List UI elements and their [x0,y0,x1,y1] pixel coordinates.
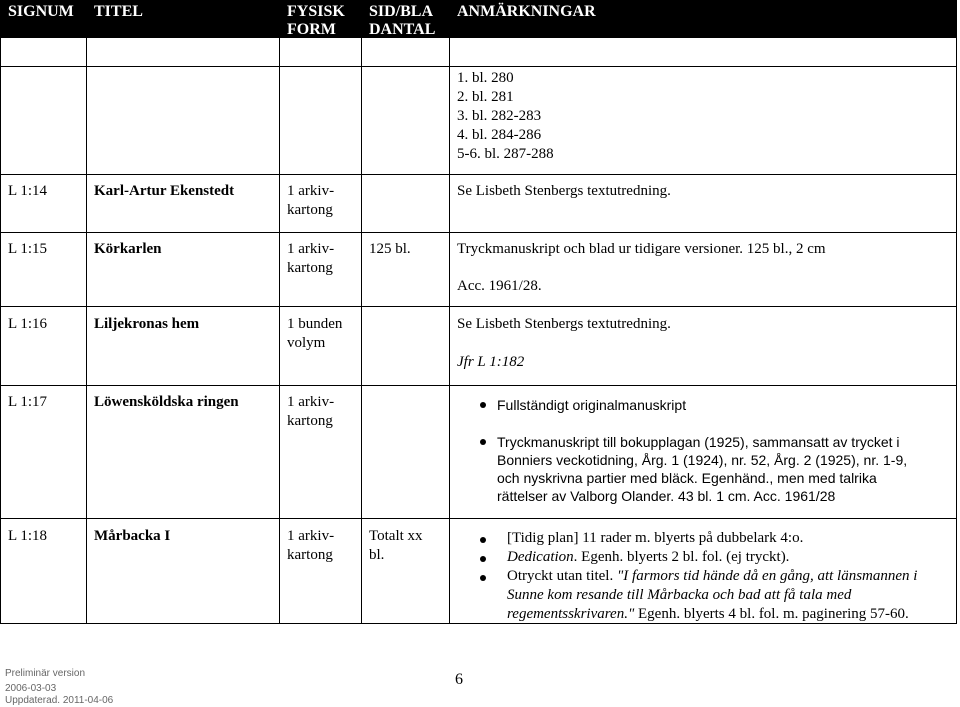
list-item: 3. bl. 282-283 [457,108,542,124]
header-anm: ANMÄRKNINGAR [457,3,596,20]
row-divider [0,306,957,307]
col-divider [449,38,450,623]
page-number: 6 [455,671,463,688]
form-cell: 1 arkiv- [287,528,335,544]
form-cell: kartong [287,260,333,276]
form-cell: 1 arkiv- [287,183,335,199]
form-cell: kartong [287,547,333,563]
title-cell: Karl-Artur Ekenstedt [94,183,235,199]
sid-cell: Totalt xx [369,528,423,544]
signum-cell: L 1:17 [8,394,48,410]
remark-cell: [Tidig plan] 11 rader m. blyerts på dubbelark 4:o. [507,530,804,546]
remark-text: Otryckt utan titel. [507,568,617,584]
form-cell: volym [287,335,326,351]
row-divider [0,232,957,233]
bullet-icon [480,439,486,445]
remark-cell: Se Lisbeth Stenbergs textutredning. [457,316,671,332]
form-cell: 1 bunden [287,316,343,332]
header-signum: SIGNUM [8,3,74,20]
border-left [0,38,1,623]
remark-cell: Tryckmanuskript till bokupplagan (1925), sammansatt av trycket i [497,434,900,450]
remark-cell: Tryckmanuskript och blad ur tidigare versioner. 125 bl., 2 cm [457,241,826,257]
sid-cell: bl. [369,547,385,563]
remark-cell: Jfr L 1:182 [457,354,525,370]
header-fysisk-1: FYSISK [287,3,345,20]
remark-italic: regementsskrivaren." [507,606,635,622]
row-divider [0,385,957,386]
signum-cell: L 1:15 [8,241,48,257]
table-header [0,0,957,38]
list-item: 4. bl. 284-286 [457,127,542,143]
title-cell: Mårbacka I [94,528,171,544]
row-divider [0,518,957,519]
header-sid-1: SID/BLA [369,3,434,20]
remark-cell [507,605,909,624]
bullet-icon [480,575,486,581]
header-fysisk-2: FORM [287,21,336,38]
title-cell: Liljekronas hem [94,316,200,332]
signum-cell: L 1:14 [8,183,48,199]
remark-text: Egenh. blyerts 4 bl. fol. m. paginering 57-60. [634,606,909,622]
sid-cell: 125 bl. [369,241,411,257]
remark-cell: Fullständigt originalmanuskript [497,397,687,413]
header-sid-2: DANTAL [369,21,436,38]
title-cell: Löwensköldska ringen [94,394,239,410]
form-cell: 1 arkiv- [287,394,335,410]
form-cell: kartong [287,413,333,429]
remark-cell: Bonniers veckotidning, Årg. 1 (1924), nr. 52, Årg. 2 (1925), nr. 1-9, [497,452,908,468]
bullet-icon [480,537,486,543]
list-item: 1. bl. 280 [457,70,514,86]
col-divider [86,38,87,623]
remark-cell [507,548,789,567]
footer-prelim: Preliminär version [5,668,86,679]
remark-italic: Sunne kom resande till Mårbacka och bad att få tala med [507,587,852,603]
col-divider [279,38,280,623]
row-divider [0,66,957,67]
signum-cell: L 1:16 [8,316,48,332]
footer-updated: Uppdaterad. 2011-04-06 [5,695,114,706]
bullet-icon [480,556,486,562]
remark-cell [507,567,917,586]
remark-italic: Dedication [507,549,574,565]
border-right [956,38,957,623]
form-cell: 1 arkiv- [287,241,335,257]
list-item: 5-6. bl. 287-288 [457,146,554,162]
bullet-icon [480,402,486,408]
header-titel: TITEL [94,3,143,20]
remark-cell: Se Lisbeth Stenbergs textutredning. [457,183,671,199]
signum-cell: L 1:18 [8,528,48,544]
title-cell: Körkarlen [94,241,162,257]
form-cell: kartong [287,202,333,218]
remark-cell: rättelser av Valborg Olander. 43 bl. 1 cm. Acc. 1961/28 [497,488,836,504]
row-divider [0,174,957,175]
remark-cell: och nyskrivna partier med bläck. Egenhänd., men med talrika [497,470,877,486]
remark-text: . Egenh. blyerts 2 bl. fol. (ej tryckt). [573,549,790,565]
list-item: 2. bl. 281 [457,89,514,105]
footer-date: 2006-03-03 [5,683,57,694]
remark-cell: Acc. 1961/28. [457,278,542,294]
remark-italic: "I farmors tid hände då en gång, att länsmannen i [616,568,918,584]
col-divider [361,38,362,623]
